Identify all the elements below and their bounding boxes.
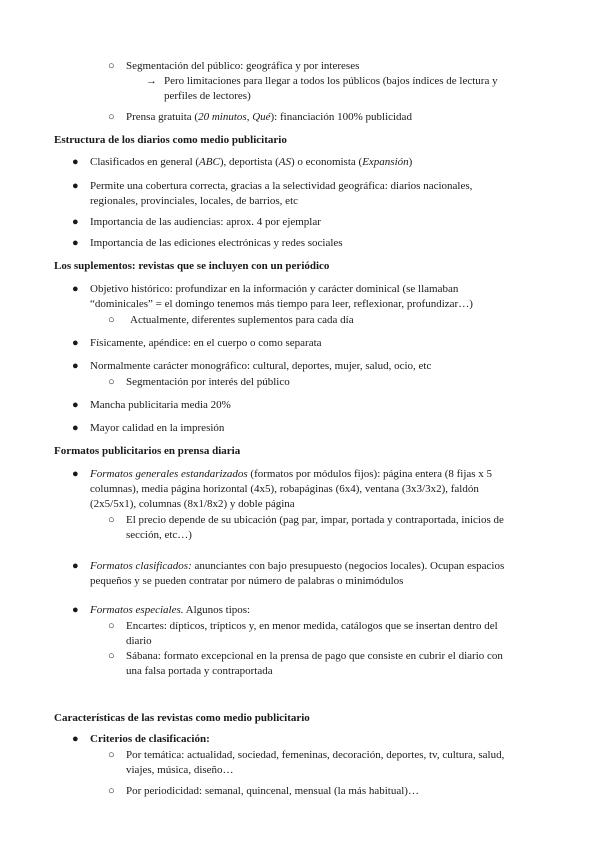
circle-bullet-icon: ○ bbox=[108, 314, 115, 326]
list-item: Por temática: actualidad, sociedad, femeninas, decoración, deportes, tv, cultura, salud, bbox=[126, 749, 505, 761]
circle-bullet-icon: ○ bbox=[108, 514, 115, 526]
text-run: Prensa gratuita ( bbox=[126, 111, 199, 123]
list-item-text: viajes, música, diseño… bbox=[126, 764, 234, 776]
italic-text: Formatos clasificados: bbox=[90, 560, 192, 572]
list-item-text: una falsa portada y contraportada bbox=[126, 665, 273, 677]
circle-bullet-icon: ○ bbox=[108, 785, 115, 797]
list-item bbox=[126, 111, 412, 124]
bullet-icon: ● bbox=[72, 156, 79, 168]
list-item: El precio depende de su ubicación (pag par, impar, portada y contraportada, inicios de bbox=[126, 514, 504, 526]
list-item: Mayor calidad en la impresión bbox=[90, 422, 225, 434]
list-item bbox=[90, 560, 504, 573]
bullet-icon: ● bbox=[72, 360, 79, 372]
circle-bullet-icon: ○ bbox=[108, 60, 115, 72]
bullet-icon: ● bbox=[72, 468, 79, 480]
bullet-icon: ● bbox=[72, 337, 79, 349]
circle-bullet-icon: ○ bbox=[108, 111, 115, 123]
list-item: Permite una cobertura correcta, gracias a la selectividad geográfica: diarios nacionales, bbox=[90, 180, 473, 192]
italic-text: Formatos especiales. bbox=[90, 604, 184, 616]
section-heading: Formatos publicitarios en prensa diaria bbox=[54, 445, 241, 457]
list-item: Normalmente carácter monográfico: cultural, deportes, mujer, salud, ocio, etc bbox=[90, 360, 432, 372]
list-item-text: sección, etc…) bbox=[126, 529, 192, 541]
italic-text: Formatos generales estandarizados bbox=[90, 468, 248, 480]
bullet-icon: ● bbox=[72, 560, 79, 572]
list-item bbox=[90, 156, 412, 169]
list-item bbox=[90, 468, 492, 481]
list-item bbox=[90, 604, 250, 617]
text-run: Algunos tipos: bbox=[183, 604, 251, 616]
list-item: Por periodicidad: semanal, quincenal, mensual (la más habitual)… bbox=[126, 785, 419, 797]
section-heading: Los suplementos: revistas que se incluyen con un periódico bbox=[54, 260, 330, 272]
circle-bullet-icon: ○ bbox=[108, 749, 115, 761]
text-run: , bbox=[246, 111, 253, 123]
circle-bullet-icon: ○ bbox=[108, 376, 115, 388]
bullet-icon: ● bbox=[72, 283, 79, 295]
bullet-icon: ● bbox=[72, 180, 79, 192]
list-item: Sábana: formato excepcional en la prensa de pago que consiste en cubrir el diario con bbox=[126, 650, 503, 662]
text-run: ) o economista ( bbox=[291, 156, 363, 168]
section-heading: Estructura de los diarios como medio publicitario bbox=[54, 134, 287, 146]
bullet-icon: ● bbox=[72, 604, 79, 616]
list-item: Actualmente, diferentes suplementos para cada día bbox=[130, 314, 354, 326]
list-item-text: pequeños y se pueden contratar por número de palabras o minimódulos bbox=[90, 575, 404, 587]
italic-text: AS bbox=[278, 156, 292, 168]
arrow-icon: → bbox=[146, 75, 157, 87]
list-item: Encartes: dípticos, trípticos y, en menor medida, catálogos que se insertan dentro del bbox=[126, 620, 498, 632]
list-item-text: (2x5/5x1), columnas (8x1/8x2) y doble página bbox=[90, 498, 295, 510]
text-run: ): financiación 100% publicidad bbox=[270, 111, 412, 123]
italic-text: Expansión bbox=[362, 156, 409, 168]
italic-text: ABC bbox=[199, 156, 220, 168]
list-item: Importancia de las audiencias: aprox. 4 por ejemplar bbox=[90, 216, 321, 228]
list-item: Criterios de clasificación: bbox=[90, 733, 210, 745]
bullet-icon: ● bbox=[72, 733, 79, 745]
list-item: Físicamente, apéndice: en el cuerpo o como separata bbox=[90, 337, 322, 349]
circle-bullet-icon: ○ bbox=[108, 620, 115, 632]
list-item-text: perfiles de lectores) bbox=[164, 90, 251, 102]
bullet-icon: ● bbox=[72, 422, 79, 434]
italic-text: 20 minutos bbox=[198, 111, 247, 123]
list-item-text: “dominicales” = el domingo tenemos más tiempo para leer, reflexionar, profundizar…) bbox=[90, 298, 473, 310]
text-run: (formatos por módulos fijos): página entera (8 fijas x 5 bbox=[247, 468, 493, 480]
list-item: Segmentación del público: geográfica y por intereses bbox=[126, 60, 360, 72]
circle-bullet-icon: ○ bbox=[108, 650, 115, 662]
bullet-icon: ● bbox=[72, 399, 79, 411]
list-item: Mancha publicitaria media 20% bbox=[90, 399, 231, 411]
text-run: Clasificados en general ( bbox=[90, 156, 200, 168]
italic-text: Qué bbox=[252, 111, 271, 123]
list-item: Objetivo histórico: profundizar en la información y carácter dominical (se llamaban bbox=[90, 283, 459, 295]
text-run: anunciantes con bajo presupuesto (negocios locales). Ocupan espacios bbox=[191, 560, 505, 572]
list-item: Importancia de las ediciones electrónicas y redes sociales bbox=[90, 237, 343, 249]
list-item-text: columnas), media página horizontal (4x5), robapáginas (6x4), ventana (3x3/3x2), faldón bbox=[90, 483, 479, 495]
list-item-text: diario bbox=[126, 635, 152, 647]
list-item-text: Pero limitaciones para llegar a todos los públicos (bajos índices de lectura y bbox=[164, 75, 498, 87]
bullet-icon: ● bbox=[72, 237, 79, 249]
section-heading: Características de las revistas como medio publicitario bbox=[54, 712, 310, 724]
list-item-text: regionales, provinciales, locales, de barrios, etc bbox=[90, 195, 299, 207]
text-run: ) bbox=[408, 156, 413, 168]
text-run: ), deportista ( bbox=[219, 156, 279, 168]
list-item: Segmentación por interés del público bbox=[126, 376, 290, 388]
bullet-icon: ● bbox=[72, 216, 79, 228]
